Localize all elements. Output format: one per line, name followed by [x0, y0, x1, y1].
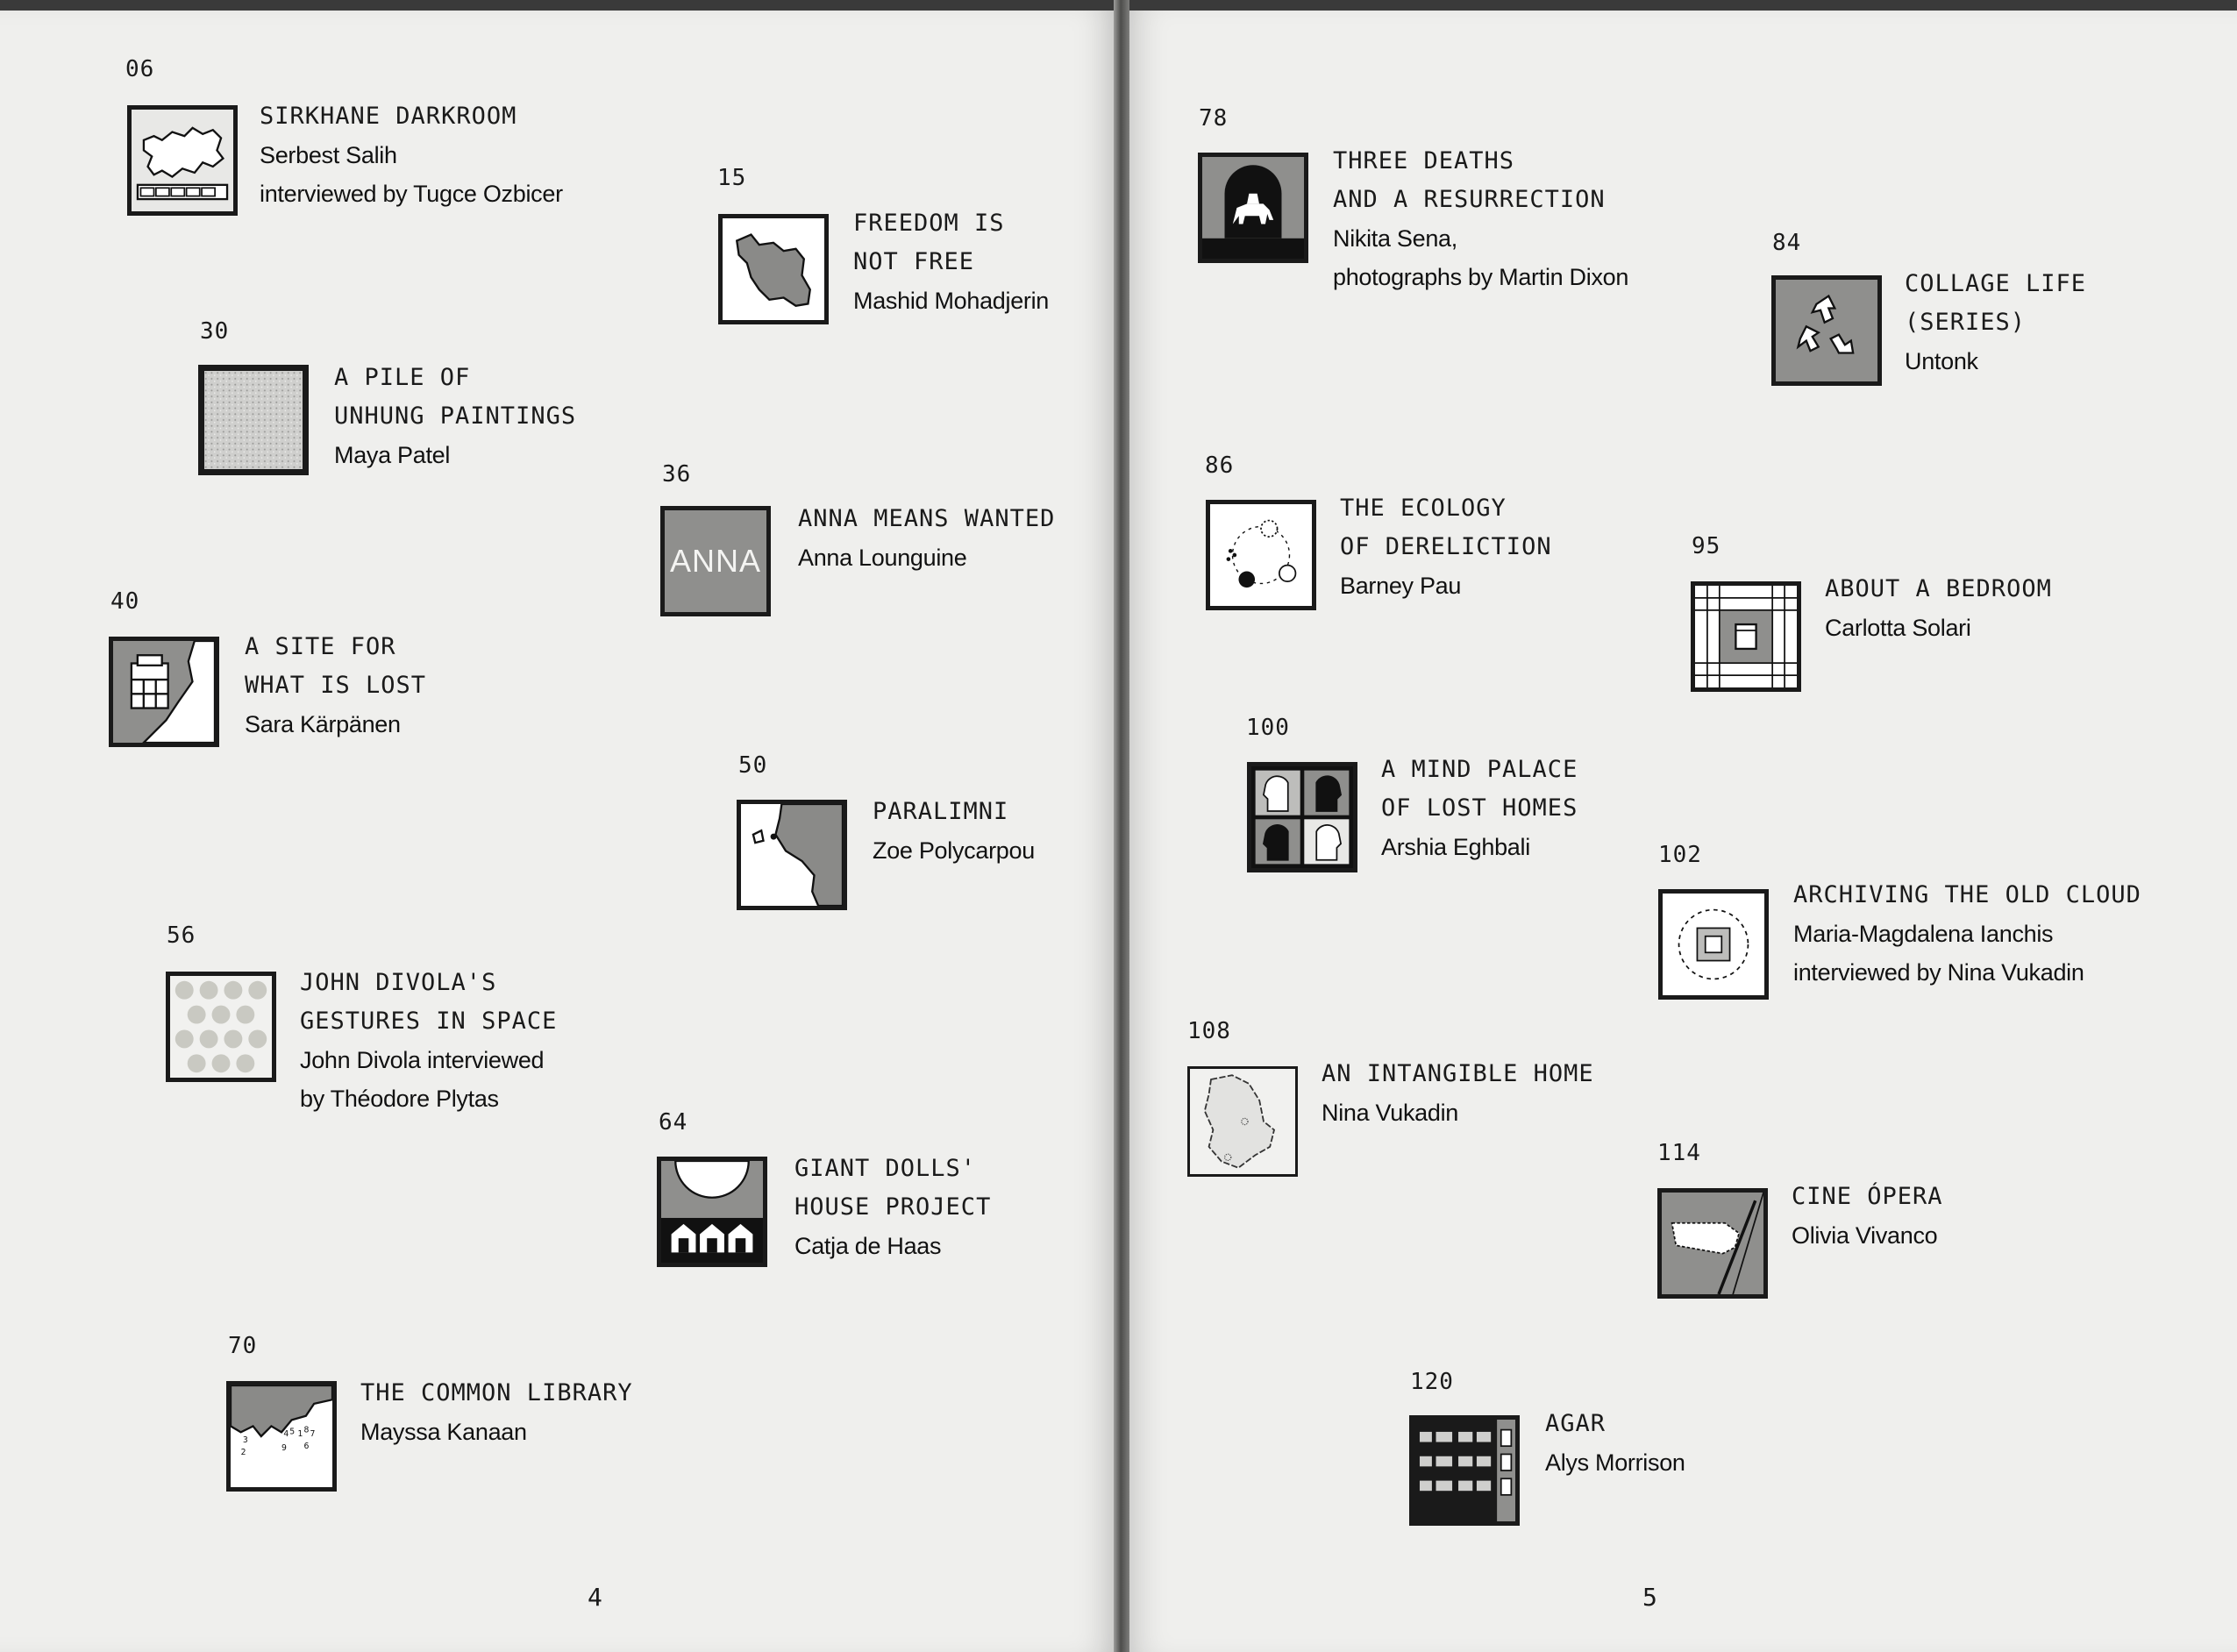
- entry-title: AN INTANGIBLE HOME: [1322, 1060, 1594, 1087]
- entry-text: [334, 359, 576, 474]
- entry-page-number: 15: [717, 165, 747, 191]
- dashed-circle-icon: [1658, 889, 1769, 1000]
- entry-title: HOUSE PROJECT: [794, 1193, 992, 1221]
- entry-text: [1340, 489, 1552, 605]
- entry-page-number: 36: [662, 461, 692, 488]
- entry-text: [1322, 1055, 1594, 1132]
- entry-title: A SITE FOR: [245, 633, 396, 660]
- entry-page-number: 78: [1199, 105, 1229, 132]
- svg-text:4: 4: [283, 1429, 289, 1439]
- entry-author: Maria-Magdalena Ianchis: [1793, 921, 2054, 947]
- entry-author: Untonk: [1905, 348, 1978, 374]
- entry-title: CINE ÓPERA: [1792, 1183, 1943, 1210]
- entry-text: [1381, 751, 1578, 866]
- entry-title: FREEDOM IS: [853, 210, 1005, 237]
- svg-text:9: 9: [281, 1443, 287, 1454]
- building-plot-icon: [1657, 1188, 1768, 1299]
- entry-text: [873, 793, 1035, 870]
- entry-author: Sara Kärpänen: [245, 711, 401, 737]
- entry-page-number: 06: [125, 56, 155, 82]
- entry-text: [245, 628, 426, 744]
- entry-author: Nikita Sena,: [1333, 225, 1457, 252]
- svg-text:7: 7: [310, 1429, 316, 1439]
- entry-text: [1545, 1405, 1685, 1482]
- entry-author: Anna Lounguine: [798, 545, 967, 571]
- entry-page-number: 70: [228, 1333, 258, 1359]
- lake-map-icon: [737, 800, 847, 910]
- entry-author: interviewed by Tugce Ozbicer: [260, 181, 563, 207]
- entry-title: A MIND PALACE: [1381, 756, 1578, 783]
- floor-plan-icon: [1691, 581, 1801, 692]
- sketch-map-icon: [1187, 1066, 1298, 1177]
- entry-title: PARALIMNI: [873, 798, 1009, 825]
- entry-text: [1792, 1178, 1943, 1255]
- entry-author: Nina Vukadin: [1322, 1100, 1459, 1126]
- svg-text:5: 5: [289, 1427, 296, 1437]
- head-profiles-icon: [1247, 762, 1357, 872]
- elephant-arch-icon: [1198, 153, 1308, 263]
- entry-page-number: 95: [1692, 533, 1721, 559]
- entry-title: COLLAGE LIFE: [1905, 270, 2087, 297]
- entry-author: Alys Morrison: [1545, 1449, 1685, 1476]
- entry-page-number: 100: [1246, 715, 1290, 741]
- entry-title: THREE DEATHS: [1333, 147, 1515, 174]
- entry-author: by Théodore Plytas: [300, 1086, 499, 1112]
- anna-label: ANNA: [669, 543, 762, 579]
- map-outline-icon: [127, 105, 238, 216]
- entry-author: photographs by Martin Dixon: [1333, 264, 1629, 290]
- entry-author: Serbest Salih: [260, 142, 397, 168]
- entry-title: OF LOST HOMES: [1381, 794, 1578, 822]
- entry-title: ABOUT A BEDROOM: [1825, 575, 2052, 602]
- dollhouse-arches-icon: [657, 1157, 767, 1267]
- entry-text: [1905, 265, 2086, 381]
- entry-title: OF DERELICTION: [1340, 533, 1552, 560]
- svg-text:1: 1: [297, 1429, 303, 1439]
- entry-author: Mayssa Kanaan: [360, 1419, 527, 1445]
- entry-title: A PILE OF: [334, 364, 471, 391]
- entry-page-number: 84: [1772, 230, 1802, 256]
- entry-author: interviewed by Nina Vukadin: [1793, 959, 2084, 986]
- entry-page-number: 86: [1205, 452, 1235, 479]
- entry-title: ARCHIVING THE OLD CLOUD: [1793, 881, 2141, 908]
- entry-page-number: 64: [659, 1109, 688, 1136]
- entry-title: WHAT IS LOST: [245, 672, 427, 699]
- svg-text:8: 8: [303, 1425, 310, 1435]
- svg-text:3: 3: [242, 1435, 248, 1445]
- entry-page-number: 30: [200, 318, 230, 345]
- entry-text: [360, 1374, 633, 1451]
- svg-text:2: 2: [240, 1447, 246, 1457]
- svg-text:6: 6: [303, 1441, 310, 1451]
- entry-author: Zoe Polycarpou: [873, 837, 1035, 864]
- entry-text: [798, 500, 1055, 577]
- building-coast-icon: [109, 637, 219, 747]
- page-number-right: 5: [1642, 1583, 1657, 1612]
- entry-title: NOT FREE: [853, 248, 975, 275]
- entry-text: [300, 964, 557, 1118]
- page-number-left: 4: [588, 1583, 602, 1612]
- entry-text: [1793, 876, 2141, 992]
- facade-grid-icon: [1409, 1415, 1520, 1526]
- dots-pattern-icon: [166, 972, 276, 1082]
- entry-title: THE ECOLOGY: [1340, 495, 1507, 522]
- book-gutter: [1114, 0, 1129, 1652]
- entry-page-number: 102: [1658, 842, 1702, 868]
- orbit-cycle-icon: [1206, 500, 1316, 610]
- recycle-arrows-icon: [1771, 275, 1882, 386]
- entry-author: John Divola interviewed: [300, 1047, 545, 1073]
- entry-title: ANNA MEANS WANTED: [798, 505, 1056, 532]
- entry-page-number: 108: [1187, 1018, 1231, 1044]
- entry-title: (SERIES): [1905, 309, 2027, 336]
- entry-page-number: 120: [1410, 1369, 1454, 1395]
- entry-text: [794, 1150, 991, 1265]
- entry-author: Mashid Mohadjerin: [853, 288, 1050, 314]
- entry-text: [1825, 570, 2052, 647]
- entry-title: UNHUNG PAINTINGS: [334, 402, 577, 430]
- entry-title: GIANT DOLLS': [794, 1155, 977, 1182]
- numbered-map-icon: [226, 1381, 337, 1492]
- entry-title: THE COMMON LIBRARY: [360, 1379, 633, 1406]
- painted-canvas-icon: [198, 365, 309, 475]
- entry-author: Olivia Vivanco: [1792, 1222, 1938, 1249]
- iran-map-icon: [718, 214, 829, 324]
- entry-text: [853, 204, 1049, 320]
- entry-page-number: 50: [738, 752, 768, 779]
- entry-page-number: 40: [110, 588, 140, 615]
- entry-text: [1333, 142, 1628, 296]
- entry-page-number: 114: [1657, 1140, 1701, 1166]
- entry-author: Arshia Eghbali: [1381, 834, 1530, 860]
- entry-author: Catja de Haas: [794, 1233, 942, 1259]
- entry-title: GESTURES IN SPACE: [300, 1008, 558, 1035]
- entry-author: Barney Pau: [1340, 573, 1462, 599]
- entry-text: [260, 97, 563, 213]
- entry-title: AGAR: [1545, 1410, 1607, 1437]
- entry-title: SIRKHANE DARKROOM: [260, 103, 517, 130]
- entry-author: Carlotta Solari: [1825, 615, 1971, 641]
- entry-page-number: 56: [167, 922, 196, 949]
- entry-title: AND A RESURRECTION: [1333, 186, 1606, 213]
- entry-author: Maya Patel: [334, 442, 451, 468]
- anna-text-icon: [660, 506, 771, 616]
- entry-title: JOHN DIVOLA'S: [300, 969, 497, 996]
